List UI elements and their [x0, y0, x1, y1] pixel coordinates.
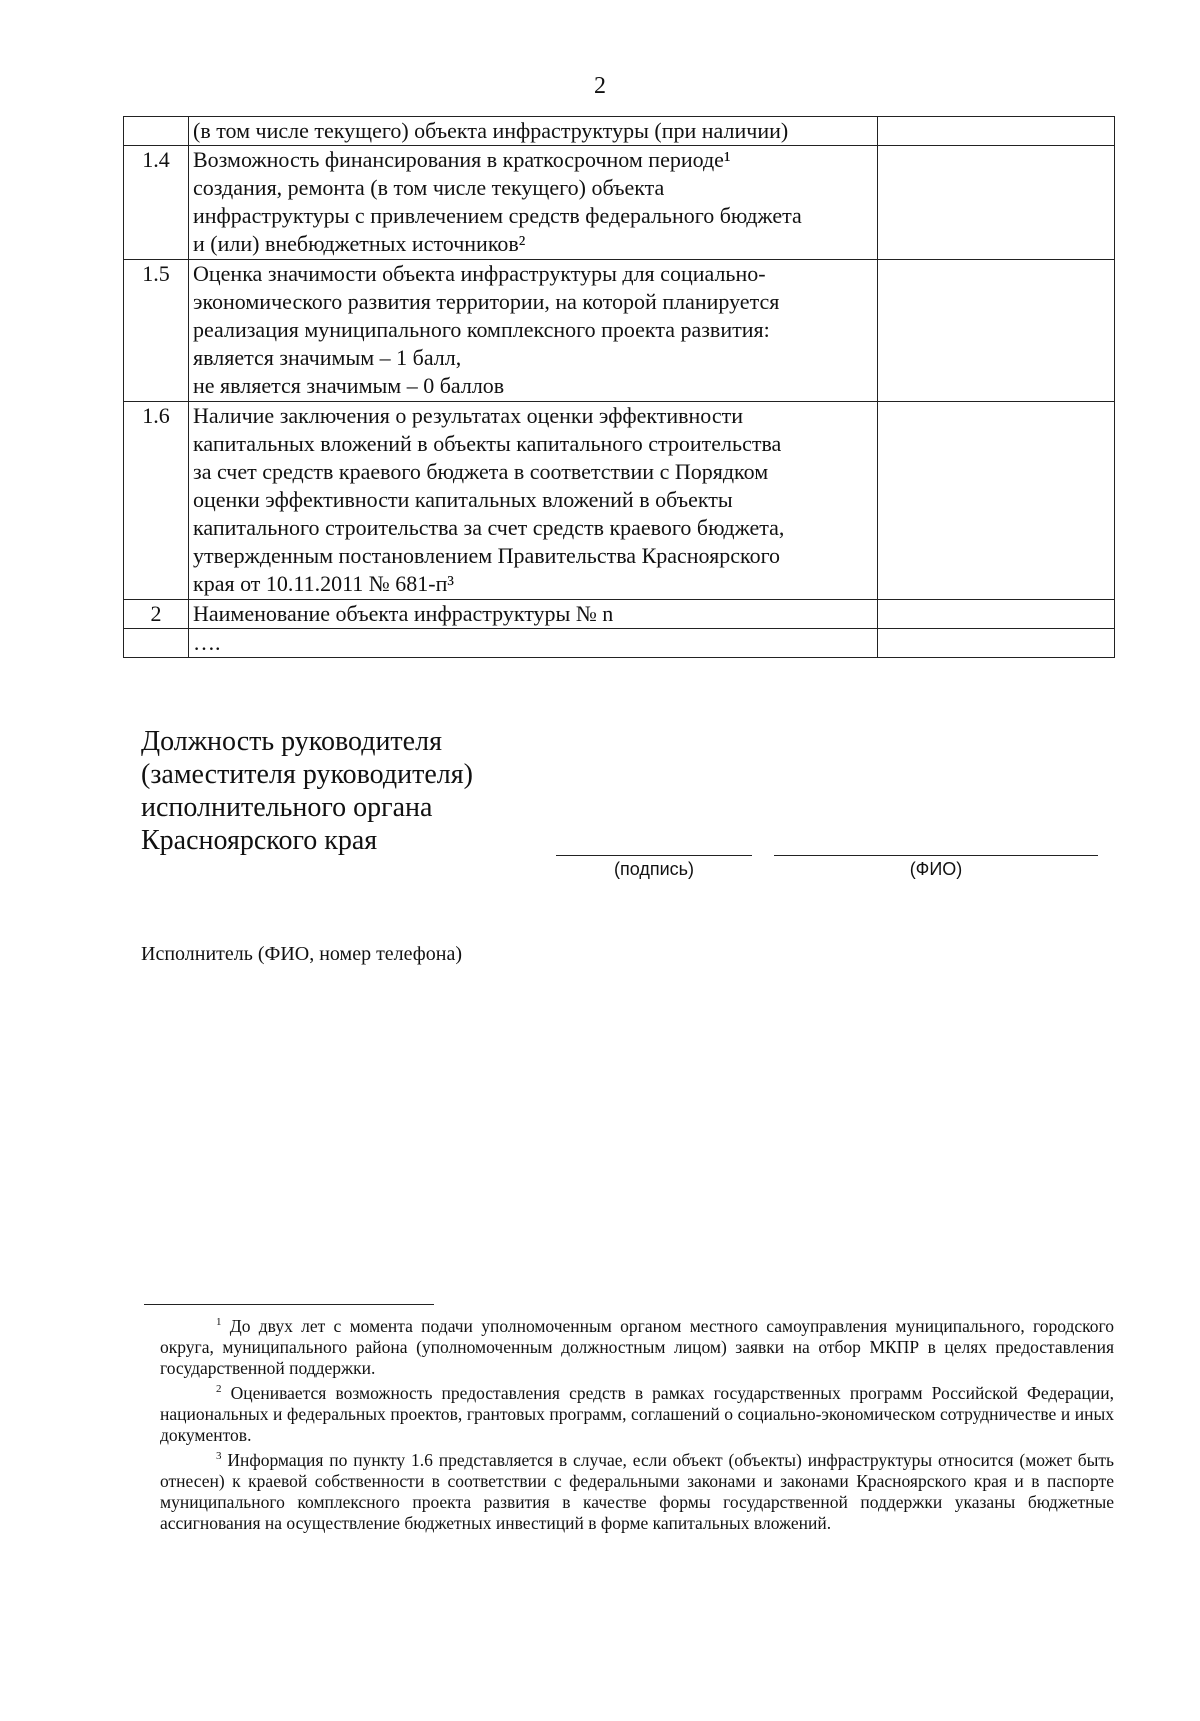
row-number: 2 [124, 600, 189, 629]
footnote-text: Оценивается возможность предоставления средств в рамках государственных программ Российской Федерации, национальных и федеральных проектов, грантовых программ, соглашений о социально-экономическом сотрудничестве и иных документов. [160, 1383, 1115, 1445]
row-criterion: Оценка значимости объекта инфраструктуры для социально- экономического развития территории, на которой планируется реализация муниципального комплексного проекта развития: является значимым – 1 балл, не является значимым – 0 баллов [189, 260, 878, 402]
row-criterion: Наименование объекта инфраструктуры № n [189, 600, 878, 629]
footnote [160, 1450, 1114, 1534]
row-criterion: Возможность финансирования в краткосрочном периоде¹ создания, ремонта (в том числе текущего) объекта инфраструктуры с привлечением средств федерального бюджета и (или) внебюджетных источников² [189, 146, 878, 260]
footnote-mark: 2 [216, 1383, 222, 1396]
row-value-cell [878, 402, 1115, 600]
row-criterion: Наличие заключения о результатах оценки эффективности капитальных вложений в объекты капитального строительства за счет средств краевого бюджета в соответствии с Порядком оценки эффективности капитальных вложений в объекты капитального строительства за счет средств краевого бюджета, утвержденным постановлением Правительства Красноярского края от 10.11.2011 № 681-п³ [189, 402, 878, 600]
table-row [124, 117, 1115, 146]
page-number: 2 [594, 73, 606, 99]
signature-caption: (подпись) [613, 859, 695, 879]
table-row [124, 260, 1115, 402]
executor-label: Исполнитель (ФИО, номер телефона) [141, 943, 462, 965]
row-number [124, 629, 189, 658]
fio-line [774, 855, 1098, 856]
footnotes [160, 1316, 1114, 1538]
row-number: 1.6 [124, 402, 189, 600]
row-value-cell [878, 600, 1115, 629]
footnote-text: Информация по пункту 1.6 представляется в случае, если объект (объекты) инфраструктуры относится (может быть отнесен) к краевой собственности в соответствии с федеральными законами и законами Красноярского края и в паспорте муниципального комплексного проекта развития в качестве формы государственной поддержки указаны бюджетные ассигнования на осуществление бюджетных инвестиций в форме капитальных вложений. [160, 1450, 1114, 1533]
row-value-cell [878, 260, 1115, 402]
signature-line [556, 855, 752, 856]
row-number [124, 117, 189, 146]
row-number: 1.4 [124, 146, 189, 260]
row-criterion: …. [189, 629, 878, 658]
table-row [124, 146, 1115, 260]
row-value-cell [878, 146, 1115, 260]
footnote [160, 1316, 1114, 1379]
fio-caption: (ФИО) [909, 859, 963, 879]
footnote [160, 1383, 1114, 1446]
table-row [124, 600, 1115, 629]
row-value-cell [878, 117, 1115, 146]
criteria-table [123, 116, 1115, 658]
footnote-text: До двух лет с момента подачи уполномоченным органом местного самоуправления муниципального, городского округа, муниципального района (уполномоченным должностным лицом) заявки на отбор МКПР в целях предоставления государственной поддержки. [160, 1316, 1114, 1378]
footnote-mark: 3 [216, 1450, 222, 1463]
table-row [124, 629, 1115, 658]
row-criterion: (в том числе текущего) объекта инфраструктуры (при наличии) [189, 117, 878, 146]
row-value-cell [878, 629, 1115, 658]
table-row [124, 402, 1115, 600]
footnote-divider [144, 1304, 434, 1305]
signatory-position: Должность руководителя (заместителя руководителя) исполнительного органа Красноярского края [141, 726, 473, 856]
footnote-mark: 1 [216, 1316, 222, 1329]
row-number: 1.5 [124, 260, 189, 402]
